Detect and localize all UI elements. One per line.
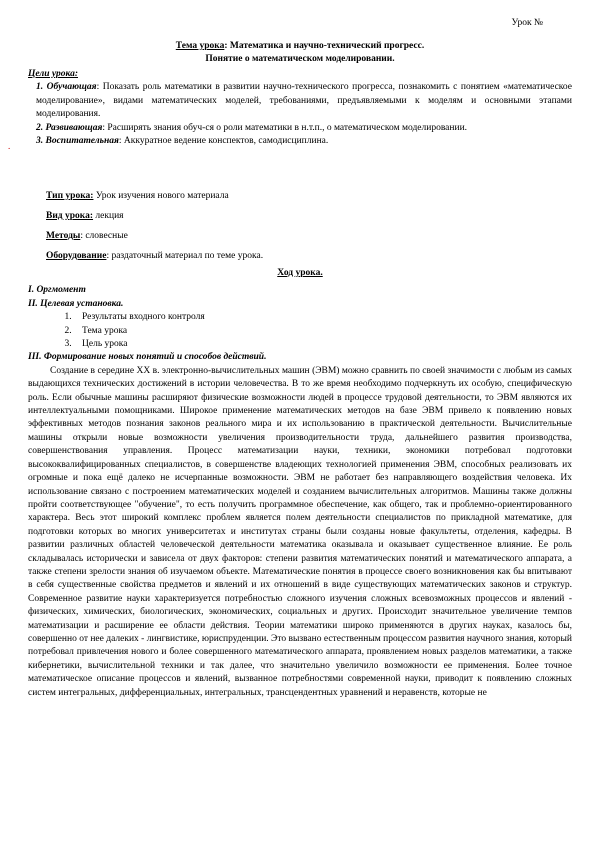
goal-num: 1. <box>36 82 44 93</box>
margin-mark: . <box>8 141 11 151</box>
goal-text: : Аккуратное ведение конспектов, самодисциплина. <box>118 136 329 147</box>
meta-type <box>46 190 590 203</box>
lesson-meta <box>46 190 590 270</box>
meta-equipment-value: : раздаточный материал по теме урока. <box>106 250 264 261</box>
meta-methods-label: Методы <box>46 230 81 241</box>
title-topic-label: Тема урока <box>175 41 225 51</box>
meta-kind-value: лекция <box>93 210 124 221</box>
meta-type-value: Урок изучения нового материала <box>93 191 229 201</box>
goal-label: Обучающая <box>46 82 97 93</box>
title-line-1 <box>28 40 572 53</box>
title-topic-text: : Математика и научно-технический прогресс. <box>224 41 425 51</box>
course-heading: Ход урока. <box>277 268 323 278</box>
goals-section <box>28 68 572 148</box>
section-goal-setting: II. Целевая установка. <box>28 298 124 309</box>
meta-kind-label: Вид урока: <box>46 210 94 221</box>
meta-methods <box>46 230 590 243</box>
list-item: 2. Тема урока <box>74 325 572 338</box>
section-orgmoment: I. Оргмомент <box>28 285 86 296</box>
meta-equipment <box>46 250 590 263</box>
lesson-course <box>28 267 572 700</box>
section-new-concepts: III. Формирование новых понятий и способов действий. <box>28 352 267 363</box>
meta-methods-value: : словесные <box>80 230 128 241</box>
title-line-2: Понятие о математическом моделировании. <box>205 54 395 65</box>
goal-label: Воспитательная <box>45 136 119 147</box>
lesson-title <box>28 40 572 67</box>
goal-text: : Показать роль математики в развитии научно-технического прогресса, познакомить с понятием «математическое моделирование», видами математических моделей, требованиями, предъявляемыми к моделям и основными этапами моделирования. <box>36 82 573 120</box>
meta-kind <box>46 210 590 223</box>
lesson-number: Урок № <box>511 18 543 28</box>
goal-label: Развивающая <box>45 122 103 133</box>
goal-text: : Расширять знания обуч-ся о роли математики в н.т.п., о математическом моделировании. <box>102 122 468 133</box>
goal-item-upbringing <box>28 135 572 148</box>
meta-type-label: Тип урока: <box>46 191 94 201</box>
list-item: 1. Результаты входного контроля <box>74 311 572 324</box>
steps-list <box>28 311 572 351</box>
list-item: 3. Цель урока <box>74 338 572 351</box>
goal-item-educational <box>28 81 572 121</box>
goal-num: 2. <box>36 122 44 133</box>
body-paragraph: Создание в середине XX в. электронно-вычислительных машин (ЭВМ) можно сравнить по своей значимости с любым из самых выдающихся технических достижений в истории человечества. В то же время необходимо подчеркнуть их особую, специфическую роль. Если обычные машины расширяют физические возможности людей в процессе трудовой деятельности, то ЭВМ являются их интеллектуальными помощниками. Широкое применение математических методов на базе ЭВМ привело к появлению новых эффективных методов познания законов реального мира и их использованию в практической деятельности. Вычислительные машины открыли новые возможности увеличения производительности труда, дальнейшего развития производства, совершенствования управления. Процесс математизации науки, техники, экономики потребовал подготовки высококвалифицированных специалистов, в совершенстве владеющих технологией применения ЭВМ, способных реализовать их огромные и пока ещё далеко не исчерпанные возможности. ЭВМ не работает без направляющего воздействия человека. Их использование связано с построением математических моделей и созданием вычислительных алгоритмов. Машины также должны пройти соответствующее "обучение", то есть получить программное обеспечение, как общего, так и проблемно-ориентированного характера. Весь этот широкий комплекс проблем является полем деятельности специалистов по прикладной математике, для подготовки которых во многих университетах и институтах страны были созданы новые факультеты, отделения, кафедры. В развитии различных областей человеческой деятельности математика оказывала и оказывает существенное влияние. Ее роль складывалась исторически и зависела от двух факторов: степени развития математических понятий и математического аппарата, а также степени зрелости знания об изучаемом объекте. Математические понятия в процессе своего возникновения как бы впитывают в себя существенные свойства предметов и явлений и их отношений в виде существующих математических законов и структур. Современное развитие науки характеризуется потребностью сложного изучения сложных всевозможных процессов и явлений - физических, химических, биологических, экономических, социальных и других. Происходит значительное увеличение темпов математизации и расширение ее области действия. Теории математики широко применяются в других науках, казалось бы, совершенно от нее далеких - лингвистике, юриспруденции. Это вызвано естественным процессом развития научного знания, который потребовал привлечения нового и более совершенного математического аппарата, проявлением новых разделов математики, а также кибернетики, вычислительной техники и так далее, что значительно увеличило возможности ее применения. Более точное математическое описание процессов и явлений, вызванное потребностями современной науки, приводит к появлению сложных систем интегральных, дифференциальных, интегральных, трансцендентных уравнений и неравенств, которые не <box>28 365 572 698</box>
goals-heading: Цели урока: <box>28 69 78 79</box>
goal-item-developing <box>28 122 572 135</box>
goal-num: 3. <box>36 136 44 147</box>
meta-equipment-label: Оборудование <box>46 250 107 261</box>
